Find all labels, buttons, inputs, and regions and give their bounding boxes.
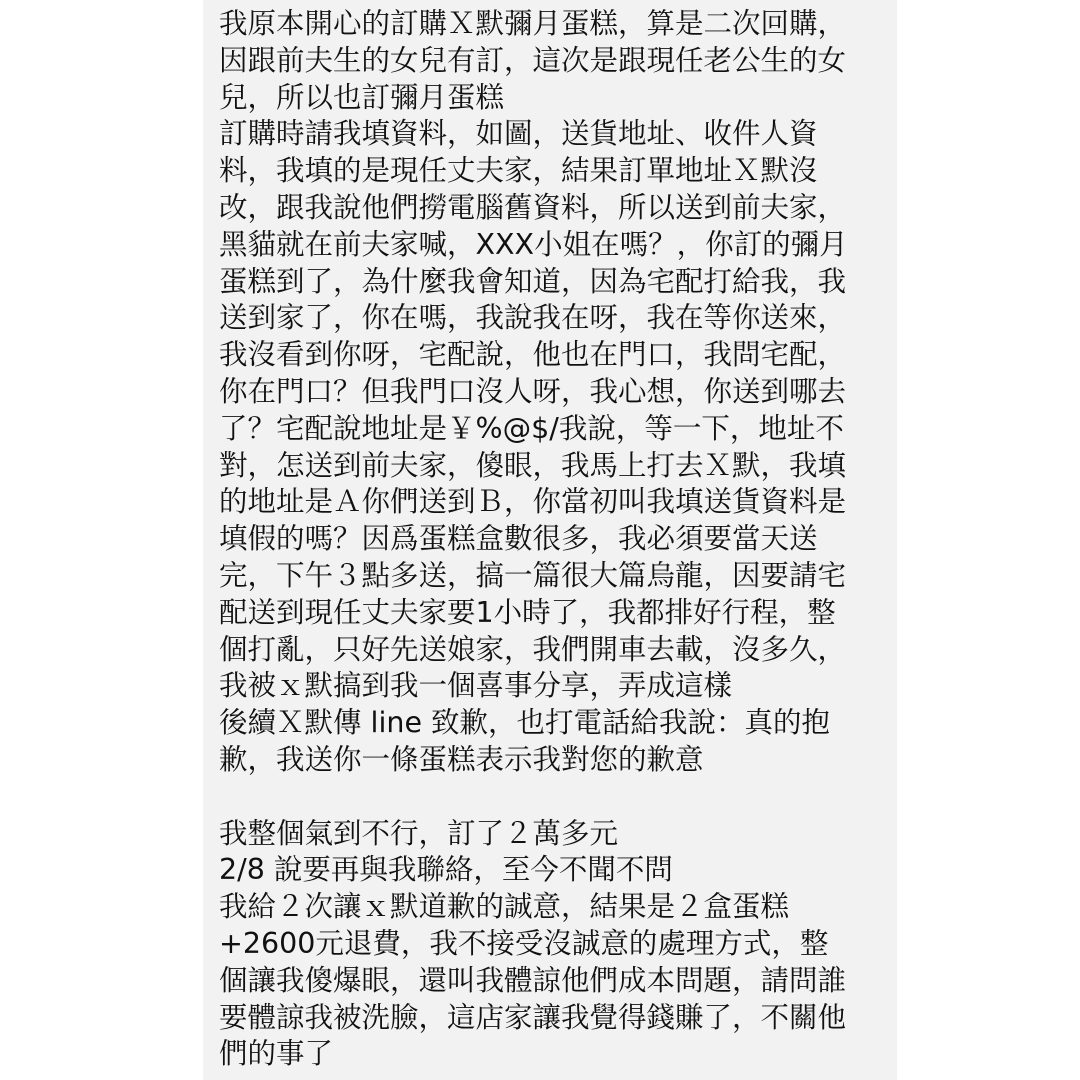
text-line: 對，怎送到前夫家，傻眼，我馬上打去Ｘ默，我填 [219, 448, 847, 482]
paragraph-apology [219, 705, 879, 779]
post-body [219, 6, 879, 1073]
text-line: 我沒看到你呀，宅配說，他也在門口，我問宅配， [219, 338, 847, 372]
paragraph-incident [219, 116, 879, 668]
text-line: 們的事了 [219, 1037, 334, 1071]
text-line: 的地址是Ａ你們送到Ｂ，你當初叫我填送貨資料是 [219, 485, 847, 519]
text-line: 黑貓就在前夫家喊，XXX小姐在嗎？，你訂的彌月 [219, 227, 848, 261]
text-line: 送到家了，你在嗎，我說我在呀，我在等你送來， [219, 301, 847, 335]
text-line: 2/8 說要再與我聯絡，至今不聞不問 [219, 853, 673, 887]
text-line: 我被ｘ默搞到我一個喜事分享，弄成這樣 [219, 669, 733, 703]
paragraph-followup [219, 852, 879, 889]
text-line: 改，跟我說他們撈電腦舊資料，所以送到前夫家， [219, 190, 847, 224]
text-line: 歉，我送你一條蛋糕表示我對您的歉意 [219, 742, 704, 776]
text-line: 了？宅配說地址是￥%@$/我說，等一下，地址不 [219, 411, 844, 445]
text-line: 個讓我傻爆眼，還叫我體諒他們成本問題，請問誰 [219, 963, 847, 997]
text-line: 兒，所以也訂彌月蛋糕 [219, 80, 505, 114]
paragraph-conclusion [219, 889, 879, 1073]
text-line: 蛋糕到了，為什麼我會知道，因為宅配打給我，我 [219, 264, 847, 298]
text-line: 你在門口？但我門口沒人呀，我心想，你送到哪去 [219, 374, 847, 408]
text-line: 訂購時請我填資料，如圖，送貨地址、收件人資 [219, 117, 818, 151]
text-line: +2600元退費，我不接受沒誠意的處理方式，整 [219, 926, 829, 960]
paragraph-order-total [219, 816, 879, 853]
text-line: 配送到現任丈夫家要1小時了，我都排好行程，整 [219, 595, 836, 629]
paragraph-intro [219, 6, 879, 116]
text-line: 因跟前夫生的女兒有訂，這次是跟現任老公生的女 [219, 43, 847, 77]
text-line: 完，下午３點多送，搞一篇很大篇烏龍，因要請宅 [219, 558, 847, 592]
text-line: 我給２次讓ｘ默道歉的誠意，結果是２盒蛋糕 [219, 890, 790, 924]
text-line: 填假的嗎？因爲蛋糕盒數很多，我必須要當天送 [219, 522, 818, 556]
blank-line-spacer [219, 779, 879, 816]
text-line: 個打亂，只好先送娘家，我們開車去載，沒多久， [219, 632, 847, 666]
text-line: 料，我填的是現任丈夫家，結果訂單地址Ｘ默沒 [219, 154, 818, 188]
text-line: 要體諒我被洗臉，這店家讓我覺得錢賺了，不關他 [219, 1000, 847, 1034]
text-line: 後續Ｘ默傳 line 致歉，也打電話給我說：真的抱 [219, 706, 831, 740]
paragraph-complaint [219, 668, 879, 705]
text-line: 我整個氣到不行，訂了２萬多元 [219, 816, 619, 850]
text-line: 我原本開心的訂購Ｘ默彌月蛋糕，算是二次回購， [219, 7, 847, 40]
